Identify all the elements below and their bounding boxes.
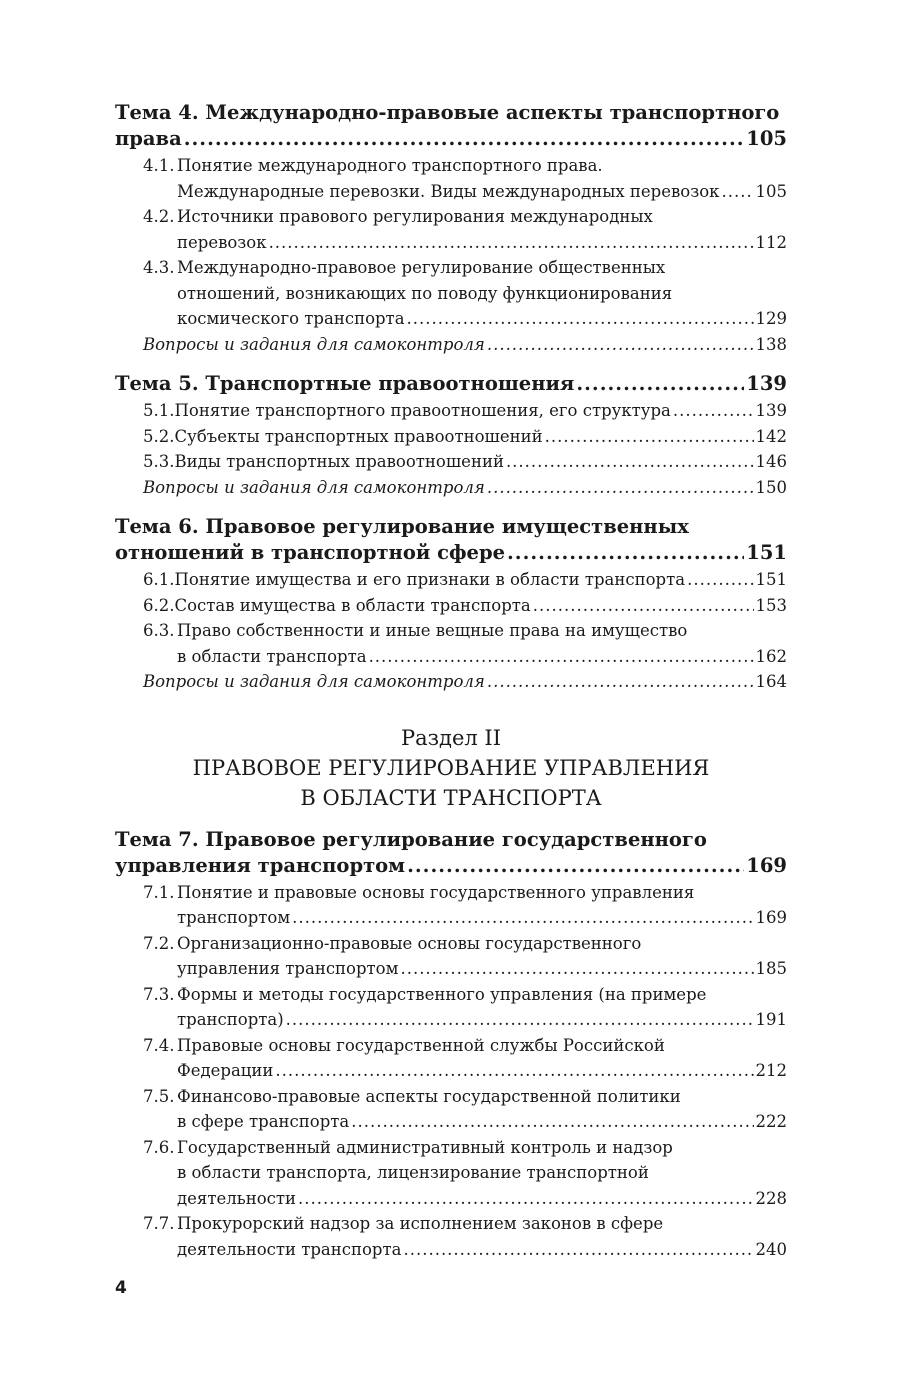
topic-title[interactable] <box>115 827 787 879</box>
topic-block <box>115 371 787 500</box>
entry-text: Понятие и правовые основы государственного управления <box>177 882 695 902</box>
toc-entry-line <box>143 153 787 179</box>
leader-dots <box>403 1237 753 1263</box>
entry-text: Вопросы и задания для самоконтроля <box>143 334 485 354</box>
topic-entries <box>115 398 787 500</box>
toc-entry[interactable] <box>115 204 787 255</box>
toc-entry-line <box>143 1211 787 1237</box>
page-ref: 146 <box>755 452 787 471</box>
entry-text: в области транспорта <box>177 646 367 666</box>
leader-dots <box>487 475 754 501</box>
leader-dots <box>407 306 754 332</box>
leader-dots <box>673 398 754 424</box>
page-ref: 112 <box>755 232 787 252</box>
leader-dots <box>545 424 754 450</box>
entry-number: 6.3. <box>143 621 175 640</box>
toc-entry-line: в области транспорта, лицензирование транспортной <box>177 1163 649 1182</box>
entry-text: Понятие имущества и его признаки в области транспорта <box>174 570 686 589</box>
toc-entry-line: отношений, возникающих по поводу функционирования <box>177 283 673 303</box>
toc-entry-last-line[interactable] <box>143 956 787 982</box>
entry-text: Понятие транспортного правоотношения, его структура <box>174 401 671 420</box>
entry-text: Право собственности и иные вещные права на имущество <box>177 621 688 640</box>
entry-text: Вопросы и задания для самоконтроля <box>143 672 485 691</box>
leader-dots <box>721 179 753 205</box>
toc-entry-last-line[interactable] <box>143 905 787 931</box>
leader-dots <box>576 371 744 397</box>
page-ref: 139 <box>755 401 787 420</box>
topic-title-line: Тема 7. Правовое регулирование государственного <box>115 827 707 851</box>
entry-number: 7.6. <box>143 1137 175 1157</box>
section-title-line: В ОБЛАСТИ ТРАНСПОРТА <box>300 785 602 810</box>
self-control-questions[interactable] <box>115 475 787 501</box>
entry-number: 5.2. <box>143 426 175 446</box>
toc-entry-line <box>143 398 787 424</box>
leader-dots <box>292 905 753 931</box>
entry-text: Организационно-правовые основы государственного <box>177 933 642 953</box>
toc-entry-line <box>143 931 787 957</box>
page-ref: 191 <box>755 1010 787 1029</box>
page-ref: 185 <box>755 959 787 978</box>
toc-entry-line <box>143 204 787 230</box>
page-ref: 150 <box>755 477 787 497</box>
toc-entry[interactable] <box>115 567 787 593</box>
topic-block <box>115 100 787 357</box>
entry-text: Состав имущества в области транспорта <box>174 595 531 615</box>
entry-text: Правовые основы государственной службы Российской <box>177 1035 665 1055</box>
toc-entry-last-line[interactable] <box>143 306 787 332</box>
toc-entry[interactable] <box>115 1135 787 1212</box>
toc-entry[interactable] <box>115 424 787 450</box>
entry-text: Виды транспортных правоотношений <box>174 452 504 471</box>
entry-text: деятельности <box>177 1188 296 1208</box>
page-ref: 240 <box>755 1239 787 1259</box>
entry-number: 4.2. <box>143 207 175 226</box>
toc-entry-last-line[interactable] <box>143 1237 787 1263</box>
page-ref: 138 <box>755 334 787 354</box>
topic-title-line: Тема 4. Международно-правовые аспекты транспортного <box>115 101 780 124</box>
entry-text: транспорта) <box>177 1010 284 1029</box>
page-ref: 105 <box>755 181 787 201</box>
topic-title-last-line[interactable] <box>115 371 787 397</box>
toc-entry-last-line[interactable] <box>143 1186 787 1212</box>
leader-dots <box>533 593 754 619</box>
entry-text: космического транспорта <box>177 309 405 328</box>
topic-entries <box>115 153 787 357</box>
entry-number: 7.7. <box>143 1214 175 1233</box>
entry-text: Субъекты транспортных правоотношений <box>174 426 543 446</box>
topic-block <box>115 827 787 1263</box>
entry-number: 7.5. <box>143 1086 175 1106</box>
leader-dots <box>369 644 754 670</box>
entry-number: 6.1. <box>143 570 175 589</box>
toc-entry[interactable] <box>115 593 787 619</box>
entry-number: 5.1. <box>143 401 175 420</box>
leader-dots <box>351 1109 753 1135</box>
toc-entry-line <box>143 255 787 281</box>
topic-title-last-line[interactable] <box>115 853 787 879</box>
section-heading <box>115 723 787 813</box>
topic-title-last-line[interactable] <box>115 540 787 566</box>
section-title-line: ПРАВОВОЕ РЕГУЛИРОВАНИЕ УПРАВЛЕНИЯ <box>192 755 710 780</box>
page-ref: 162 <box>755 646 787 666</box>
topic-block <box>115 514 787 695</box>
toc-entry-line <box>143 1033 787 1059</box>
page-ref: 142 <box>755 426 787 446</box>
entry-text: Тема 5. Транспортные правоотношения <box>115 372 575 395</box>
toc-entry[interactable] <box>115 931 787 982</box>
leader-dots <box>487 332 754 358</box>
toc-entry-line <box>143 424 787 450</box>
entry-text: транспортом <box>177 908 291 927</box>
toc-entry-line <box>143 593 787 619</box>
self-control-questions[interactable] <box>115 332 787 358</box>
entry-text: деятельности транспорта <box>177 1239 402 1259</box>
toc-entry-last-line[interactable] <box>143 644 787 670</box>
page-ref: 169 <box>746 853 787 877</box>
entry-text: Понятие международного транспортного права. <box>177 156 603 175</box>
self-control-questions[interactable] <box>115 669 787 695</box>
toc-entry-line <box>143 982 787 1008</box>
page-ref: 164 <box>755 672 787 691</box>
entry-text: Государственный административный контроль и надзор <box>177 1137 673 1157</box>
leader-dots <box>269 230 754 256</box>
toc-entry[interactable] <box>115 449 787 475</box>
leader-dots <box>298 1186 754 1212</box>
leader-dots <box>506 449 754 475</box>
page-ref: 139 <box>746 372 787 395</box>
entry-text: Формы и методы государственного управления (на примере <box>177 984 707 1004</box>
toc-entry-line <box>143 567 787 593</box>
toc-entry[interactable] <box>115 255 787 332</box>
leader-dots <box>487 669 754 695</box>
page-ref: 105 <box>746 127 787 150</box>
toc-entry-last-line[interactable] <box>143 1109 787 1135</box>
leader-dots <box>507 540 744 566</box>
toc-entry-last-line[interactable] <box>143 230 787 256</box>
leader-dots <box>275 1058 753 1084</box>
topic-entries <box>115 880 787 1263</box>
entry-text: отношений в транспортной сфере <box>115 541 505 564</box>
toc-entry[interactable] <box>115 982 787 1033</box>
leader-dots <box>286 1007 754 1033</box>
entry-text: управления транспортом <box>115 853 406 877</box>
toc-entry[interactable] <box>115 398 787 424</box>
topic-entries <box>115 567 787 695</box>
page-ref: 151 <box>755 570 787 589</box>
entry-number: 4.1. <box>143 156 175 175</box>
leader-dots <box>184 126 745 152</box>
topic-title-last-line[interactable] <box>115 126 787 152</box>
topic-title[interactable] <box>115 371 787 397</box>
toc-entry-line <box>143 449 787 475</box>
entry-number: 7.2. <box>143 933 175 953</box>
toc-entry-last-line[interactable] <box>143 1007 787 1033</box>
entry-number: 7.3. <box>143 984 175 1004</box>
topic-title[interactable] <box>115 514 787 566</box>
toc-entry-line <box>143 1135 787 1161</box>
page-ref: 228 <box>755 1188 787 1208</box>
entry-text: Международно-правовое регулирование общественных <box>177 258 666 277</box>
page-ref: 153 <box>755 595 787 615</box>
toc-entry[interactable] <box>115 1033 787 1084</box>
entry-text: Международные перевозки. Виды международных перевозок <box>177 181 720 201</box>
page-ref: 129 <box>755 309 787 328</box>
entry-text: Финансово-правовые аспекты государственной политики <box>177 1086 681 1106</box>
leader-dots <box>400 956 753 982</box>
toc-entry-last-line[interactable] <box>143 1058 787 1084</box>
page-ref: 169 <box>755 908 787 927</box>
topic-title-line: Тема 6. Правовое регулирование имущественных <box>115 515 689 538</box>
page-ref: 151 <box>746 541 787 564</box>
entry-text: права <box>115 127 182 150</box>
page-ref: 212 <box>755 1061 787 1080</box>
toc-entry[interactable] <box>115 1211 787 1262</box>
toc-entry[interactable] <box>115 153 787 204</box>
toc-entry-line <box>143 618 787 644</box>
entry-number: 6.2. <box>143 595 175 615</box>
leader-dots <box>407 853 744 879</box>
leader-dots <box>687 567 753 593</box>
entry-number: 5.3. <box>143 452 175 471</box>
toc-entry[interactable] <box>115 1084 787 1135</box>
section-label: Раздел II <box>400 725 502 750</box>
entry-text: управления транспортом <box>177 959 399 978</box>
entry-text: перевозок <box>177 232 267 252</box>
toc-entry[interactable] <box>115 880 787 931</box>
table-of-contents <box>115 100 787 1262</box>
entry-text: Вопросы и задания для самоконтроля <box>143 477 485 497</box>
page-number: 4 <box>115 1278 127 1298</box>
entry-number: 7.1. <box>143 882 175 902</box>
entry-text: Федерации <box>177 1061 274 1080</box>
entry-text: Прокурорский надзор за исполнением законов в сфере <box>177 1214 664 1233</box>
entry-number: 7.4. <box>143 1035 175 1055</box>
toc-entry-last-line[interactable] <box>143 179 787 205</box>
toc-entry-line <box>143 1084 787 1110</box>
page-ref: 222 <box>755 1112 787 1131</box>
entry-number: 4.3. <box>143 258 175 277</box>
topic-title[interactable] <box>115 100 787 152</box>
toc-entry-line <box>143 880 787 906</box>
entry-text: Источники правового регулирования международных <box>177 207 653 226</box>
entry-text: в сфере транспорта <box>177 1112 350 1131</box>
toc-entry[interactable] <box>115 618 787 669</box>
